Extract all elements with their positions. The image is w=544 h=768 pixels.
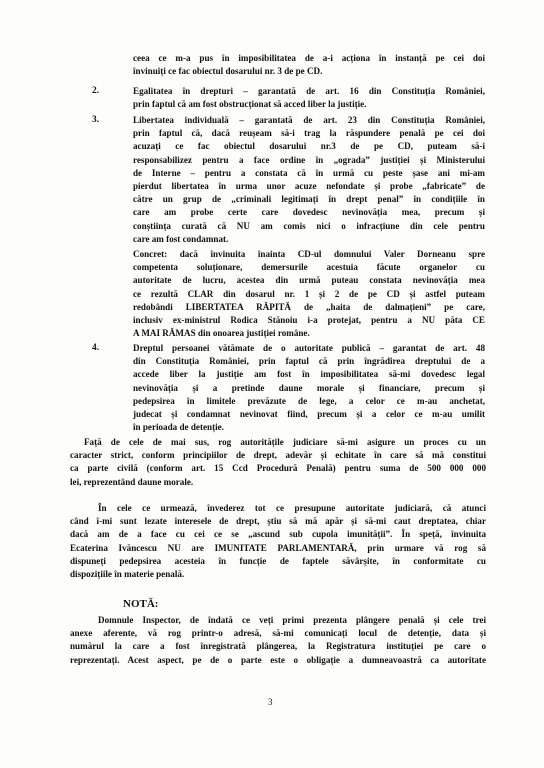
text-line: Concret: dacă învinuita înainta CD-ul domnului Valer Dorneanu spre [133, 249, 485, 259]
text-line: reprezentați. Acest aspect, pe de o parte este o obligație a dumneavoastră ca autoritate [70, 654, 486, 665]
text-line: învinuiți ce fac obiectul dosarului nr. 3 de pe CD. [133, 66, 323, 77]
text-line: când î-mi sunt lezate interesele de drept, știu să mă apăr și să-mi caut dreptatea, chiar [70, 516, 486, 527]
text-line: din Constituția României, prin faptul că prin îngrădirea dreptului de a [133, 356, 485, 367]
text-line: prin faptul că am fost obstrucționat să acced liber la justiție. [133, 99, 367, 110]
text-line: ca parte civilă (conform art. 15 Ccd Procedură Penală) pentru suma de 500 000 000 [70, 463, 486, 474]
text-line: responsabilizez pentru a face ordine în „ograda” justiției și Ministerului [133, 154, 485, 165]
text-line: dispozițiile în materie penală. [70, 569, 185, 580]
text-line: A MAI RĂMAS din onoarea justiției române. [133, 328, 310, 339]
text-line: anexe aferente, vă rog printr-o adresă, să-mi comunicați locul de detenție, data și [70, 628, 486, 639]
list-item-3 [133, 114, 485, 246]
text-line: Dreptul persoanei vătămate de o autoritate publică – garantat de art. 48 [133, 343, 485, 353]
item-number: 3. [92, 115, 100, 125]
text-line: dacă am de a face cu cei ce se „ascund sub cupola imunității”. În speță, învinuita [70, 529, 486, 540]
concret-paragraph [133, 248, 485, 340]
intro-paragraph [133, 52, 485, 78]
list-item-4 [133, 342, 485, 434]
text-line: care am probe certe care dovedesc nevinovăția mea, precum și [133, 207, 485, 218]
text-line: care am fost condamnat. [133, 233, 229, 244]
text-line: lei, reprezentând daune morale. [70, 476, 194, 487]
text-line: în perioada de detenție. [133, 422, 224, 433]
text-line: conștiința curată că NU am comis nici o infracțiune din cele pentru [133, 220, 485, 231]
text-line: competenta soluționare, demersurile acestuia făcute organelor cu [133, 262, 485, 273]
text-line: inclusiv ex-ministrul Rodica Stănoiu i-a protejat, pentru a NU păta CE [133, 315, 485, 326]
text-line: nevinovăția și a pretinde daune morale și financiare, precum și [133, 382, 485, 393]
text-line: pierdut libertatea în urma unor acuze nefondate și probe „fabricate” de [133, 181, 485, 192]
text-line: acuzați ce fac obiectul dosarului nr.3 de pe CD, puteam să-i [133, 141, 485, 152]
nota-heading: NOTĂ: [123, 598, 159, 610]
text-line: Egalitatea în drepturi – garantată de art. 16 din Constituția României, [133, 86, 485, 96]
text-line: caracter strict, conform principiilor de drept, adevăr și echitate în care să mă constitui [70, 450, 486, 461]
text-line: către un grup de „criminali legitimați în drept penal” în condițiile în [133, 194, 485, 205]
text-line: accede liber la justiție am fost în imposibilitatea să-mi dovedesc legal [133, 369, 485, 380]
text-line: prin faptul că, dacă reușeam să-i trag la răspundere penală pe cei doi [133, 128, 485, 139]
text-line: ceea ce m-a pus în imposibilitatea de a-i acționa în instanță pe cei doi [133, 53, 485, 63]
text-line: autoritate de lucru, acestea din urmă puteau constata nevinovăția mea [133, 275, 485, 286]
list-item-2 [133, 85, 485, 111]
text-line: Față de cele de mai sus, rog autoritățile judiciare să-mi asigure un proces cu un [84, 437, 486, 447]
claim-paragraph [70, 436, 486, 489]
text-line: numărul la care a fost înregistrată plângerea, la Registratura instituției pe care o [70, 641, 486, 652]
text-line: ce rezultă CLAR din dosarul nr. 1 și 2 de pe CD și astfel puteam [133, 288, 485, 299]
text-line: Domnule Inspector, de îndată ce veți primi prezenta plângere penală și cele trei [98, 615, 486, 625]
text-line: dispuneți pedepsirea acesteia în funcție de faptele săvârșite, în conformitate cu [70, 555, 486, 566]
nota-paragraph [70, 614, 486, 667]
item-number: 2. [92, 86, 100, 96]
text-line: de Interne – pentru a constata că în urmă cu peste șase ani mi-am [133, 167, 485, 178]
warning-paragraph [70, 502, 486, 581]
item-number: 4. [92, 343, 100, 353]
text-line: Ecaterina Ivăncescu NU are IMUNITATE PARLAMENTARĂ, prin urmare vă rog să [70, 542, 486, 553]
text-line: judecat și condamnat nevinovat fiind, precum și a celor ce m-au umilit [133, 409, 485, 420]
text-line: În cele ce urmează, învederez tot ce presupune autoritate judiciară, că atunci [98, 503, 486, 513]
page-number: 3 [268, 697, 273, 707]
text-line: redobândi LIBERTATEA RĂPITĂ de „haita de dalmațieni” pe care, [133, 301, 485, 312]
text-line: pedepsirea în limitele prevăzute de lege, a celor ce m-au anchetat, [133, 395, 485, 406]
text-line: Libertatea individuală – garantată de art. 23 din Constituția României, [133, 115, 485, 125]
